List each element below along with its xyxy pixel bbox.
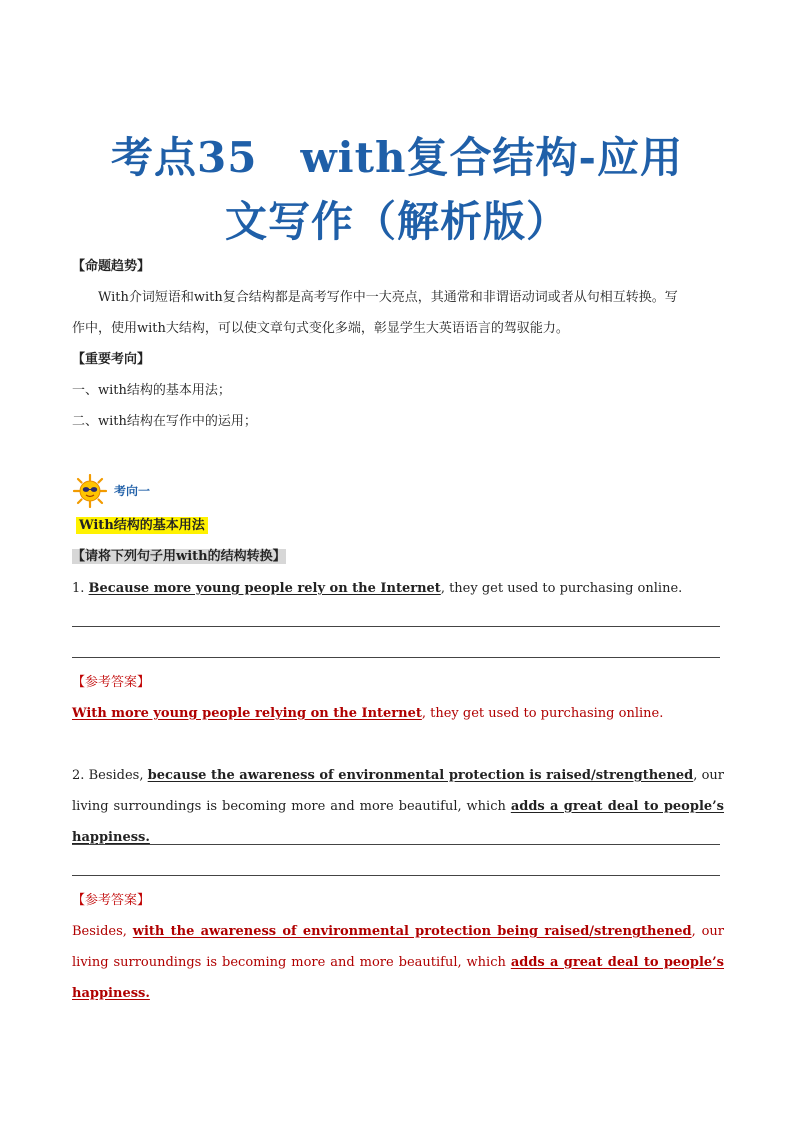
- instruction-text: 【请将下列句子用with的结构转换】: [72, 549, 286, 564]
- section-label: 考向一: [114, 484, 151, 498]
- section-title-text: With结构的基本用法: [76, 517, 208, 534]
- q1-rest: , they get used to purchasing online.: [440, 581, 683, 596]
- q1-answer: [72, 705, 663, 723]
- instruction: [72, 548, 286, 566]
- title-line-2: 文写作（解析版）: [224, 197, 569, 246]
- q2-middle: , our living surroundings is becoming more and more beautiful, which: [72, 768, 724, 814]
- q1-answer-underlined: With more young people relying on the Internet: [72, 706, 422, 721]
- answer-line: [72, 844, 720, 845]
- q1-number: 1.: [72, 581, 89, 596]
- sun-icon: [72, 474, 108, 508]
- direction-item-2: 二、with结构在写作中的运用；: [72, 414, 257, 429]
- title-line-1: 考点35 with复合结构-应用: [111, 133, 683, 182]
- directions-heading: 【重要考向】: [72, 352, 151, 367]
- question-2: [72, 760, 724, 853]
- q2-underlined-clause-2: adds a great deal to people’s happiness.: [72, 799, 725, 845]
- answer-line: [72, 657, 720, 658]
- trend-text-line-1: With介词短语和with复合结构都是高考写作中一大亮点，其通常和非谓语动词或者从句相互转换。写: [98, 290, 678, 305]
- q2-number: 2. Besides,: [72, 768, 148, 783]
- trend-heading: 【命题趋势】: [72, 259, 151, 274]
- direction-item-1: 一、with结构的基本用法；: [72, 383, 231, 398]
- q1-answer-label: 【参考答案】: [72, 675, 151, 690]
- answer-line: [72, 626, 720, 627]
- q2-answer-label: 【参考答案】: [72, 893, 151, 908]
- q2-underlined-clause-1: because the awareness of environmental protection is raised/strengthened: [147, 768, 694, 783]
- question-1: [72, 580, 682, 598]
- answer-line: [72, 875, 720, 876]
- trend-text-line-2: 作中，使用with大结构，可以使文章句式变化多端，彰显学生大英语语言的驾驭能力。: [72, 321, 569, 336]
- q2-answer-pre: Besides,: [72, 924, 133, 939]
- q1-answer-rest: , they get used to purchasing online.: [421, 706, 664, 721]
- page-title: [40, 126, 754, 254]
- q1-underlined-clause: Because more young people rely on the Internet: [88, 581, 441, 596]
- q2-answer-underlined-1: with the awareness of environmental protection being raised/strengthened: [132, 924, 692, 939]
- q2-answer-underlined-2: adds a great deal to people’s happiness.: [72, 955, 725, 1001]
- q2-answer: [72, 916, 724, 1009]
- q2-answer-middle: , our living surroundings is becoming more and more beautiful, which: [72, 924, 724, 970]
- section-title: [76, 517, 208, 535]
